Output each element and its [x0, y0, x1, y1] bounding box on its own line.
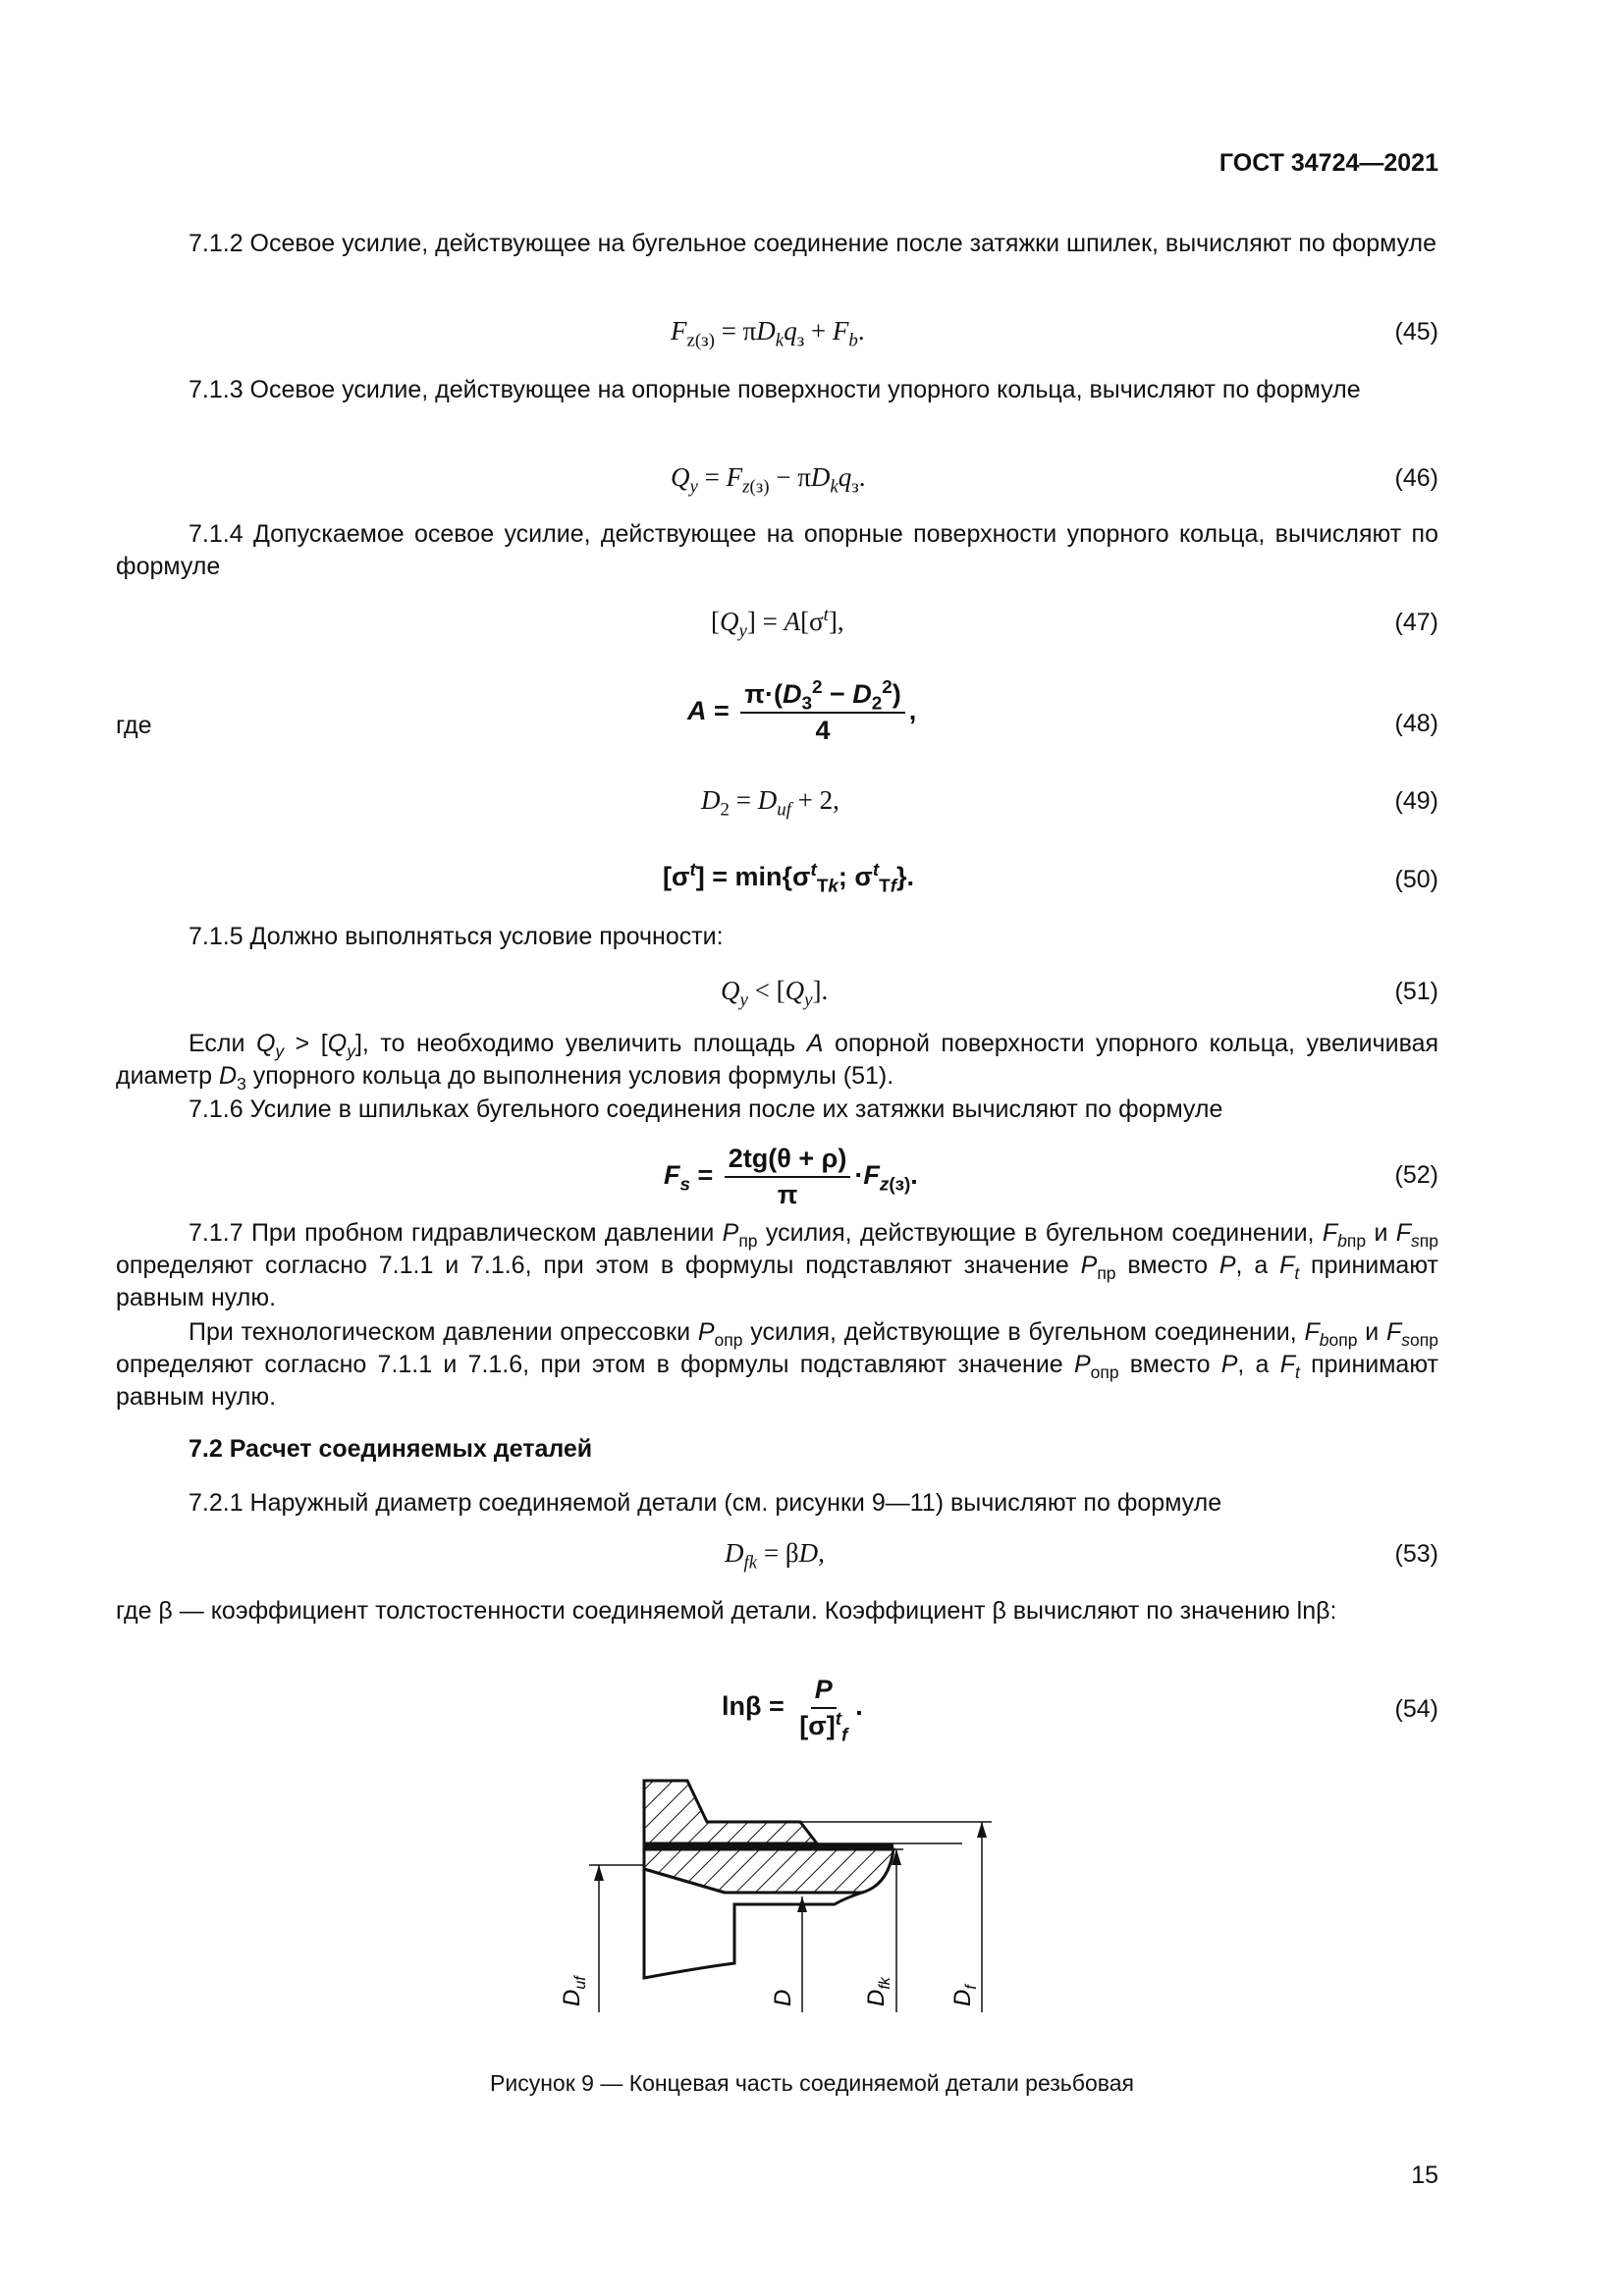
formula-51: $Q_y < [Q_y]$.: [721, 976, 829, 1011]
paragraph-7-1-4: 7.1.4 Допускаемое осевое усилие, действующее на опорные поверхности упорного кольца, вычисляют по формуле: [116, 520, 1438, 580]
paragraph-7-1-3: 7.1.3 Осевое усилие, действующее на опорные поверхности упорного кольца, вычисляют по формуле: [189, 376, 1361, 403]
equation-number-53: (53): [1394, 1540, 1438, 1568]
label-df: $D_f$: [949, 1985, 980, 2006]
paragraph-beta-definition: где β — коэффициент толстостенности соединяемой детали. Коэффициент β вычисляют по значению lnβ:: [116, 1597, 1337, 1625]
formula-47: $[Q_y] = A[\sigma^t]$,: [711, 605, 844, 642]
equation-number-51: (51): [1394, 978, 1438, 1005]
formula-46: $Q_y = F_{z(з)} - \pi D_kq_з$.: [671, 462, 866, 498]
label-dfk: $D_{fk}$: [863, 1977, 893, 2006]
formula-53: $D_{fk} = \beta D$,: [725, 1538, 825, 1574]
formula-52: $F_s$ = $\frac{2tg(\theta + \rho)}{\pi}$ $\cdot F_{z(з)}$.: [664, 1144, 918, 1209]
paragraph-pressure-test: При технологическом давлении опрессовки $P_{опр}$ усилия, действующие в бугельном соединении, $F_{bопр}$ и $F_{sопр}$ определяют согласно 7.1.1 и 7.1.6, при этом в формулы подставляют значение $P_{опр}$ вместо P, а $F_t$ принимают равным нулю.: [116, 1318, 1438, 1411]
document-code: ГОСТ 34724—2021: [1218, 149, 1438, 177]
equation-number-48: (48): [1394, 710, 1438, 737]
section-title-7-2: 7.2 Расчет соединяемых деталей: [189, 1435, 593, 1463]
page-number: 15: [1411, 2162, 1438, 2189]
formula-45: $F_{z(з)} = \pi D_kq_з + F_b$.: [671, 316, 865, 351]
paragraph-7-1-5: 7.1.5 Должно выполняться условие прочности:: [189, 923, 724, 950]
formula-48: A = $\frac{\pi\cdot(D_3^2 - D_2^2)}{4}$ ,: [687, 677, 917, 745]
formula-54: lnβ = $\frac{P}{[\sigma]^t_f}$ .: [722, 1675, 863, 1746]
paragraph-7-1-6: 7.1.6 Усилие в шпильках бугельного соединения после их затяжки вычисляют по формуле: [189, 1095, 1223, 1123]
equation-number-45: (45): [1394, 318, 1438, 346]
label-duf: $D_{uf}$: [559, 1976, 589, 2006]
paragraph-7-1-2: 7.1.2 Осевое усилие, действующее на бугельное соединение после затяжки шпилек, вычисляют по формуле: [189, 230, 1437, 257]
formula-49: $D_2 = D_{uf} + 2$,: [701, 785, 839, 821]
equation-number-47: (47): [1394, 609, 1438, 636]
equation-number-46: (46): [1394, 464, 1438, 492]
figure-9-caption: Рисунок 9 — Концевая часть соединяемой детали резьбовая: [490, 2070, 1134, 2096]
paragraph-7-1-7: 7.1.7 При пробном гидравлическом давлении $P_{пр}$ усилия, действующие в бугельном соединении, $F_{bпр}$ и $F_{sпр}$ определяют согласно 7.1.1 и 7.1.6, при этом в формулы подставляют значение $P_{пр}$ вместо P, а $F_t$ принимают равным нулю.: [116, 1219, 1438, 1311]
formula-50: $[\sigma^t] = \min\{\sigma^t_{Tk}$; $\sigma^t_{Tf}$}.: [663, 860, 914, 897]
figure-9-drawing: [550, 1767, 1021, 2042]
equation-number-52: (52): [1394, 1161, 1438, 1189]
equation-number-50: (50): [1394, 866, 1438, 893]
where-label: где: [116, 712, 152, 739]
label-d: D: [770, 1989, 796, 2006]
equation-number-54: (54): [1394, 1695, 1438, 1723]
equation-number-49: (49): [1394, 787, 1438, 815]
paragraph-condition: Если $Q_y > [Q_y]$, то необходимо увеличить площадь A опорной поверхности упорного кольца, увеличивая диаметр $D_3$ упорного кольца до выполнения условия формулы (51).: [116, 1030, 1439, 1094]
paragraph-7-2-1: 7.2.1 Наружный диаметр соединяемой детали (см. рисунки 9—11) вычисляют по формуле: [189, 1489, 1222, 1517]
